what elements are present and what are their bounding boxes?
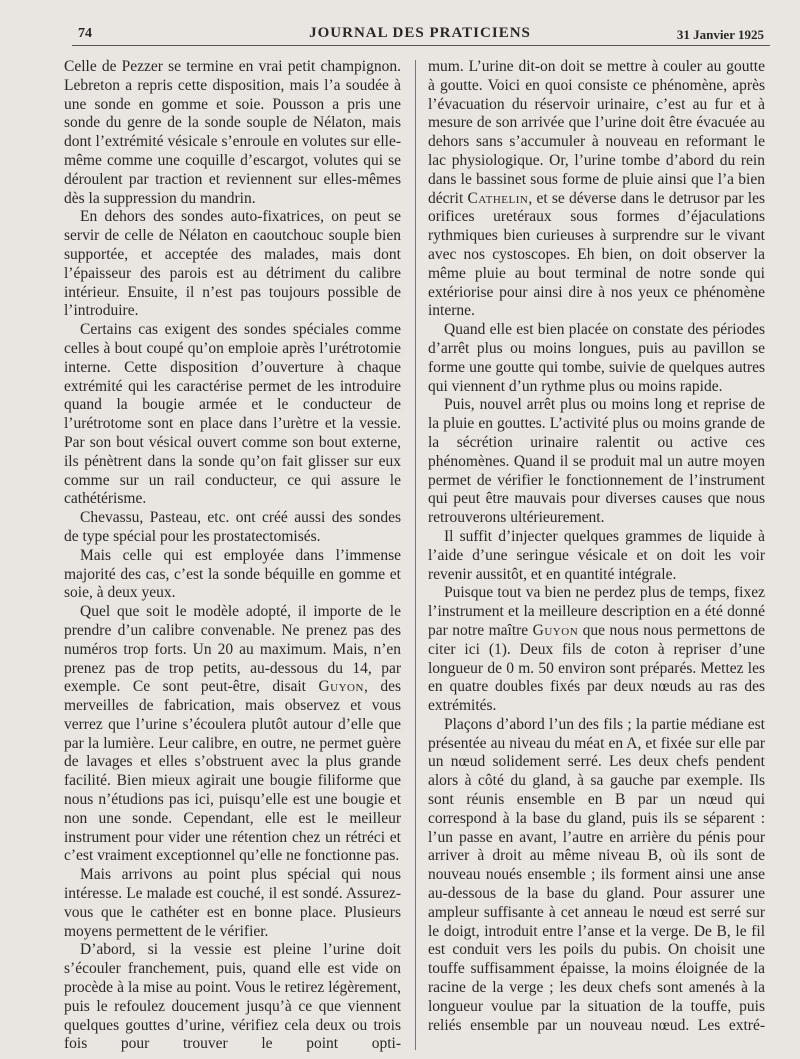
paragraph: Quand elle est bien placée on constate des périodes d’arrêt plus ou moins longues, puis au pavillon se forme une goutte qui tombe, suivie de quelques autres qui viennent d’un rythme plus ou moins rapide.	[428, 321, 765, 395]
left-column	[64, 58, 401, 1058]
paragraph: Puis, nouvel arrêt plus ou moins long et reprise de la pluie en gouttes. L’activité plus ou moins grande de la sécrétion urinaire ralentit ou active ces phénomènes. Quand il se produit mal un autre moyen permet de vérifier le fonctionnement de l’instrument qui peut être mauvais pour diverses causes que nous retrouverons ultérieurement.	[428, 396, 765, 527]
text-run: Puisque tout va bien ne perdez plus de temps, fixez l’instrument et la meilleure description en a été donné par notre maître	[428, 584, 765, 639]
paragraph	[428, 584, 765, 716]
paragraph: Mais arrivons au point plus spécial qui nous intéresse. Le malade est couché, il est sondé. Assurez-vous que le cathéter est en bonne place. Plusieurs moyens permettent de le vérifier.	[64, 866, 401, 940]
paragraph	[64, 603, 401, 866]
paragraph: Plaçons d’abord l’un des fils ; la partie médiane est présentée au niveau du méat en A, et fixée sur elle par un nœud solidement serré. Les deux chefs pendent alors à côté du gland, à sa gauche par exemple. Ils sont réunis ensemble en B par un nœud qui correspond à la base du gland, puis ils se séparent : l’un passe en avant, l’autre en arrière du pénis pour arriver à droit au même niveau B, où ils sont de nouveau noués ensemble ; ils forment ainsi une anse au-dessous de la base du gland. Pour assurer une ampleur suffisante à cet anneau le nœud est serré sur le doigt, introduit entre l’anse et la verge. De B, le fil est conduit vers les poils du pubis. On choisit une touffe suffisamment épaisse, la moins éloignée de la racine de la verge ; les deux chefs sont amenés à la longueur voulue par la situation de la touffe, puis reliés ensemble par un nouveau nœud. Les extré-	[428, 715, 765, 1034]
header-rule	[72, 45, 770, 46]
issue-date: 31 Janvier 1925	[676, 27, 764, 42]
paragraph: Certains cas exigent des sondes spéciales comme celles à bout coupé qu’on emploie après l’urétrotomie interne. Cette disposition d’ouverture à chaque extrémité qui les caractérise permet de les introduire quand la bougie armée et le conducteur de l’urétrotome sont en place dans l’urètre et la vessie. Par son bout vésical ouvert comme son bout externe, ils pénètrent dans la sonde qu’on fait glisser sur eux comme sur un rail conducteur, ce qui assure le cathétérisme.	[64, 321, 401, 508]
text-run: , et se déverse dans le detrusor par les orifices uretéraux sous formes d’éjaculations rythmiques bien curieuses à surprendre sur le vivant avec nos cystoscopes. Eh bien, on doit observer la même pluie au bout terminal de notre sonde qui extériorise pour ainsi dire à nos yeux ce phénomène interne.	[428, 189, 765, 320]
column-divider	[415, 60, 416, 1050]
paragraph	[428, 58, 765, 321]
author-name: Cathelin	[467, 189, 529, 207]
text-run: mum. L’urine dit-on doit se mettre à couler au goutte à goutte. Voici en quoi consiste ce phénomène, après l’évacuation du réservoir urinaire, c’est au fur et à mesure de son arrivée que l’urine doit être évacuée au dehors sans s’accumuler à nouveau en reformant le lac physiologique. Or, l’urine tombe d’abord du rein dans le bassinet sous forme de pluie ainsi que l’a bien décrit	[428, 58, 765, 207]
text-run: , des merveilles de fabrication, mais observez et vous verrez que l’urine s’écoulera plutôt autour d’elle que par la lumière. Leur calibre, en outre, ne permet guère de lavages et elles s’obstruent avec la plus grande facilité. Bien mieux agirait une bougie filiforme que nous n’étudions pas ici, puisqu’elle est une bougie et non une sonde. Cependant, elle est le meilleur instrument pour vider une rétention chez un rétréci et c’est vraiment exceptionnel qu’elle ne fonctionne pas.	[64, 678, 401, 865]
paragraph: Il suffit d’injecter quelques grammes de liquide à l’aide d’une seringue vésicale et on doit les voir revenir aussitôt, et en quantité intégrale.	[428, 527, 765, 583]
paragraph: D’abord, si la vessie est pleine l’urine doit s’écouler franchement, puis, quand elle est vide on procède à la mise au point. Vous le retirez légèrement, puis le refoulez doucement jusqu’à ce que viennent quelques gouttes d’urine, vérifiez cela deux ou trois fois pour trouver le point opti-	[64, 941, 401, 1053]
text-run: Quel que soit le modèle adopté, il importe de le prendre d’un calibre convenable. Ne prenez pas des numéros trop forts. Un 20 au maximum. Mais, n’en prenez pas de trop petits, au-dessous du 14, par exemple. Ce sont peut-être, disait	[64, 603, 401, 696]
paragraph: Chevassu, Pasteau, etc. ont créé aussi des sondes de type spécial pour les prostatectomisés.	[64, 509, 401, 545]
author-name: Guyon	[532, 621, 579, 639]
running-header	[70, 22, 770, 44]
right-column	[428, 58, 765, 1058]
page-number: 74	[78, 26, 92, 41]
journal-title: JOURNAL DES PRATICIENS	[309, 25, 531, 41]
paragraph: En dehors des sondes auto-fixatrices, on peut se servir de celle de Nélaton en caoutchouc souple bien supportée, et acceptée des malades, mais dont l’épaisseur des parois est au détriment du calibre intérieur. Ensuite, il n’est pas toujours possible de l’introduire.	[64, 208, 401, 320]
text-run: que nous nous permettons de citer ici (1). Deux fils de coton à repriser d’une longueur de 0 m. 50 environ sont préparés. Mettez les en quatre doubles fixés par deux nœuds au ras des extrémités.	[428, 621, 765, 715]
paragraph: Mais celle qui est employée dans l’immense majorité des cas, c’est la sonde béquille en gomme et soie, à deux yeux.	[64, 546, 401, 602]
paragraph: Celle de Pezzer se termine en vrai petit champignon. Lebreton a repris cette disposition, mais l’a soudée à une sonde en gomme et soie. Pousson a pris une sonde du genre de la sonde souple de Nélaton, mais dont l’extrémité vésicale s’enroule en volutes sur elle-même comme une coquille d’escargot, volutes qui se déroulent par traction et reviennent sur elles-mêmes dès la suppression du mandrin.	[64, 58, 401, 207]
author-name: Guyon	[318, 678, 364, 696]
